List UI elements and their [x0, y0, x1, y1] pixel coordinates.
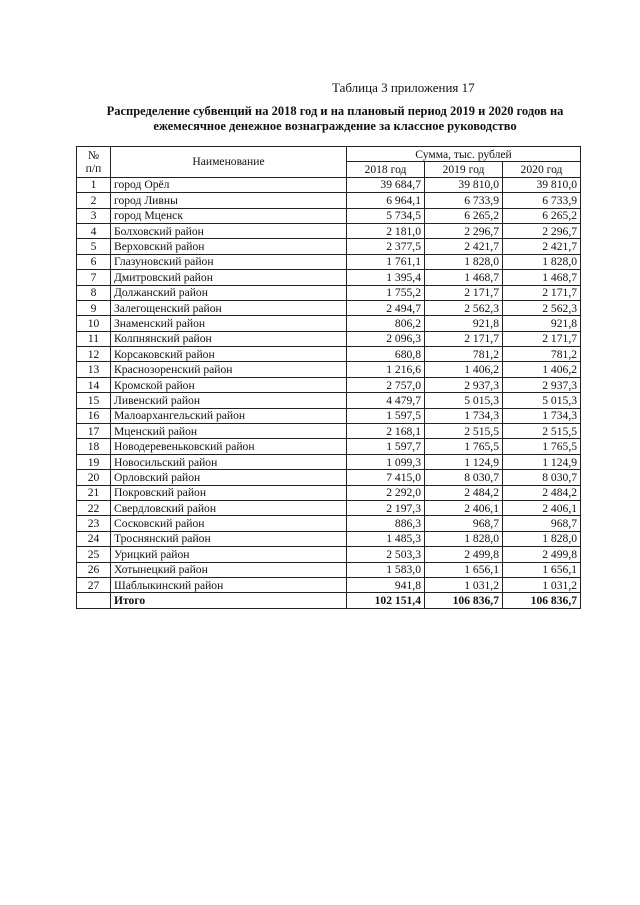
row-name: Должанский район: [111, 285, 347, 300]
table-row: [77, 254, 581, 269]
row-name: Новодеревеньковский район: [111, 439, 347, 454]
table-row: [77, 270, 581, 285]
header-sum: Сумма, тыс. рублей: [347, 147, 581, 162]
row-name: Верховский район: [111, 239, 347, 254]
total-num-cell: [77, 593, 111, 608]
total-2019: 106 836,7: [425, 593, 503, 608]
row-value-2018: 941,8: [347, 577, 425, 592]
row-number: 24: [77, 531, 111, 546]
table-row: [77, 223, 581, 238]
row-value-2018: 1 755,2: [347, 285, 425, 300]
row-name: Глазуновский район: [111, 254, 347, 269]
row-name: город Орёл: [111, 177, 347, 192]
appendix-label: Таблица 3 приложения 17: [332, 80, 475, 95]
row-name: Залегощенский район: [111, 300, 347, 315]
row-number: 19: [77, 454, 111, 469]
row-name: город Мценск: [111, 208, 347, 223]
table-row: [77, 193, 581, 208]
row-name: Мценский район: [111, 424, 347, 439]
table-row: [77, 316, 581, 331]
row-name: Троснянский район: [111, 531, 347, 546]
row-name: Малоархангельский район: [111, 408, 347, 423]
row-value-2018: 2 197,3: [347, 500, 425, 515]
row-value-2018: 1 597,5: [347, 408, 425, 423]
document-title: [60, 104, 610, 133]
row-value-2018: 886,3: [347, 516, 425, 531]
row-value-2019: 1 734,3: [425, 408, 503, 423]
row-value-2020: 2 937,3: [503, 377, 581, 392]
row-value-2019: 968,7: [425, 516, 503, 531]
row-value-2020: 781,2: [503, 347, 581, 362]
header-num: [77, 147, 111, 178]
table-row: [77, 331, 581, 346]
table-row: [77, 300, 581, 315]
row-value-2018: 2 168,1: [347, 424, 425, 439]
row-value-2018: 7 415,0: [347, 470, 425, 485]
row-value-2018: 806,2: [347, 316, 425, 331]
table-row: [77, 424, 581, 439]
row-value-2018: 1 395,4: [347, 270, 425, 285]
table-row: [77, 239, 581, 254]
total-2018: 102 151,4: [347, 593, 425, 608]
row-number: 2: [77, 193, 111, 208]
row-value-2019: 2 296,7: [425, 223, 503, 238]
table-row: [77, 516, 581, 531]
header-num-pp: п/п: [85, 161, 102, 175]
row-number: 7: [77, 270, 111, 285]
table-row: [77, 377, 581, 392]
row-value-2019: 2 499,8: [425, 547, 503, 562]
total-2020: 106 836,7: [503, 593, 581, 608]
row-value-2018: 2 494,7: [347, 300, 425, 315]
row-value-2020: 1 734,3: [503, 408, 581, 423]
row-value-2019: 8 030,7: [425, 470, 503, 485]
row-value-2020: 2 171,7: [503, 285, 581, 300]
total-label: Итого: [111, 593, 347, 608]
row-value-2018: 2 181,0: [347, 223, 425, 238]
row-name: Шаблыкинский район: [111, 577, 347, 592]
row-value-2018: 39 684,7: [347, 177, 425, 192]
table-row: [77, 454, 581, 469]
row-value-2018: 1 761,1: [347, 254, 425, 269]
row-value-2019: 1 124,9: [425, 454, 503, 469]
table-row: [77, 439, 581, 454]
row-name: Знаменский район: [111, 316, 347, 331]
row-value-2019: 1 406,2: [425, 362, 503, 377]
row-number: 12: [77, 347, 111, 362]
row-name: город Ливны: [111, 193, 347, 208]
header-year-2019: 2019 год: [425, 162, 503, 177]
row-name: Болховский район: [111, 223, 347, 238]
row-value-2018: 2 757,0: [347, 377, 425, 392]
row-number: 1: [77, 177, 111, 192]
row-value-2019: 2 484,2: [425, 485, 503, 500]
row-number: 27: [77, 577, 111, 592]
row-value-2019: 1 656,1: [425, 562, 503, 577]
row-value-2019: 5 015,3: [425, 393, 503, 408]
header-year-2018: 2018 год: [347, 162, 425, 177]
table-row: [77, 393, 581, 408]
table-row: [77, 177, 581, 192]
row-value-2020: 1 124,9: [503, 454, 581, 469]
row-value-2018: 1 597,7: [347, 439, 425, 454]
row-value-2020: 1 406,2: [503, 362, 581, 377]
table-row: [77, 408, 581, 423]
row-value-2020: 2 499,8: [503, 547, 581, 562]
row-name: Краснозоренский район: [111, 362, 347, 377]
row-value-2020: 2 171,7: [503, 331, 581, 346]
row-number: 13: [77, 362, 111, 377]
row-value-2019: 1 828,0: [425, 254, 503, 269]
row-number: 21: [77, 485, 111, 500]
table-row: [77, 470, 581, 485]
row-number: 17: [77, 424, 111, 439]
row-name: Орловский район: [111, 470, 347, 485]
table-row: [77, 285, 581, 300]
table-row: [77, 547, 581, 562]
row-name: Свердловский район: [111, 500, 347, 515]
row-value-2020: 1 031,2: [503, 577, 581, 592]
row-name: Покровский район: [111, 485, 347, 500]
row-number: 20: [77, 470, 111, 485]
row-value-2020: 2 296,7: [503, 223, 581, 238]
row-number: 5: [77, 239, 111, 254]
row-number: 15: [77, 393, 111, 408]
row-value-2020: 6 733,9: [503, 193, 581, 208]
row-number: 26: [77, 562, 111, 577]
row-value-2020: 921,8: [503, 316, 581, 331]
row-number: 25: [77, 547, 111, 562]
row-value-2019: 6 733,9: [425, 193, 503, 208]
row-value-2020: 1 656,1: [503, 562, 581, 577]
row-number: 16: [77, 408, 111, 423]
row-value-2018: 1 216,6: [347, 362, 425, 377]
table-row: [77, 531, 581, 546]
row-name: Новосильский район: [111, 454, 347, 469]
row-number: 3: [77, 208, 111, 223]
row-number: 6: [77, 254, 111, 269]
table-body: [77, 177, 581, 593]
row-name: Кромской район: [111, 377, 347, 392]
row-value-2020: 39 810,0: [503, 177, 581, 192]
row-value-2018: 1 485,3: [347, 531, 425, 546]
header-year-2020: 2020 год: [503, 162, 581, 177]
table-row: [77, 577, 581, 592]
row-value-2020: 6 265,2: [503, 208, 581, 223]
row-value-2019: 2 406,1: [425, 500, 503, 515]
row-value-2020: 1 828,0: [503, 254, 581, 269]
row-name: Урицкий район: [111, 547, 347, 562]
row-value-2020: 2 562,3: [503, 300, 581, 315]
row-value-2020: 968,7: [503, 516, 581, 531]
total-row: [77, 593, 581, 608]
row-value-2019: 1 468,7: [425, 270, 503, 285]
row-value-2018: 4 479,7: [347, 393, 425, 408]
row-value-2020: 2 406,1: [503, 500, 581, 515]
row-value-2018: 1 583,0: [347, 562, 425, 577]
row-number: 22: [77, 500, 111, 515]
row-number: 8: [77, 285, 111, 300]
table-row: [77, 500, 581, 515]
row-number: 10: [77, 316, 111, 331]
row-value-2020: 1 765,5: [503, 439, 581, 454]
row-value-2020: 2 515,5: [503, 424, 581, 439]
row-value-2019: 39 810,0: [425, 177, 503, 192]
table-row: [77, 485, 581, 500]
row-value-2020: 8 030,7: [503, 470, 581, 485]
row-value-2018: 680,8: [347, 347, 425, 362]
row-value-2018: 2 096,3: [347, 331, 425, 346]
row-number: 14: [77, 377, 111, 392]
row-name: Сосковский район: [111, 516, 347, 531]
row-value-2020: 1 468,7: [503, 270, 581, 285]
row-number: 11: [77, 331, 111, 346]
row-value-2020: 5 015,3: [503, 393, 581, 408]
table-row: [77, 208, 581, 223]
row-value-2019: 2 937,3: [425, 377, 503, 392]
row-value-2020: 2 484,2: [503, 485, 581, 500]
table-row: [77, 347, 581, 362]
subsidy-table: [76, 146, 581, 609]
row-name: Ливенский район: [111, 393, 347, 408]
row-value-2020: 2 421,7: [503, 239, 581, 254]
table-row: [77, 362, 581, 377]
row-number: 23: [77, 516, 111, 531]
header-name: Наименование: [111, 147, 347, 178]
table-row: [77, 562, 581, 577]
row-value-2018: 1 099,3: [347, 454, 425, 469]
row-name: Дмитровский район: [111, 270, 347, 285]
row-name: Корсаковский район: [111, 347, 347, 362]
row-value-2018: 5 734,5: [347, 208, 425, 223]
row-value-2019: 921,8: [425, 316, 503, 331]
row-value-2018: 2 503,3: [347, 547, 425, 562]
row-value-2019: 1 031,2: [425, 577, 503, 592]
row-value-2018: 6 964,1: [347, 193, 425, 208]
row-value-2019: 2 171,7: [425, 331, 503, 346]
header-num-symbol: №: [87, 148, 100, 162]
row-value-2019: 1 828,0: [425, 531, 503, 546]
row-name: Хотынецкий район: [111, 562, 347, 577]
row-number: 9: [77, 300, 111, 315]
row-value-2019: 2 421,7: [425, 239, 503, 254]
row-value-2019: 2 515,5: [425, 424, 503, 439]
row-name: Колпнянский район: [111, 331, 347, 346]
row-number: 18: [77, 439, 111, 454]
title-line-2: ежемесячное денежное вознаграждение за классное руководство: [153, 118, 517, 133]
row-value-2019: 2 562,3: [425, 300, 503, 315]
title-line-1: Распределение субвенций на 2018 год и на плановый период 2019 и 2020 годов на: [106, 104, 564, 118]
row-number: 4: [77, 223, 111, 238]
row-value-2019: 2 171,7: [425, 285, 503, 300]
row-value-2018: 2 377,5: [347, 239, 425, 254]
row-value-2019: 781,2: [425, 347, 503, 362]
row-value-2020: 1 828,0: [503, 531, 581, 546]
row-value-2018: 2 292,0: [347, 485, 425, 500]
row-value-2019: 6 265,2: [425, 208, 503, 223]
row-value-2019: 1 765,5: [425, 439, 503, 454]
